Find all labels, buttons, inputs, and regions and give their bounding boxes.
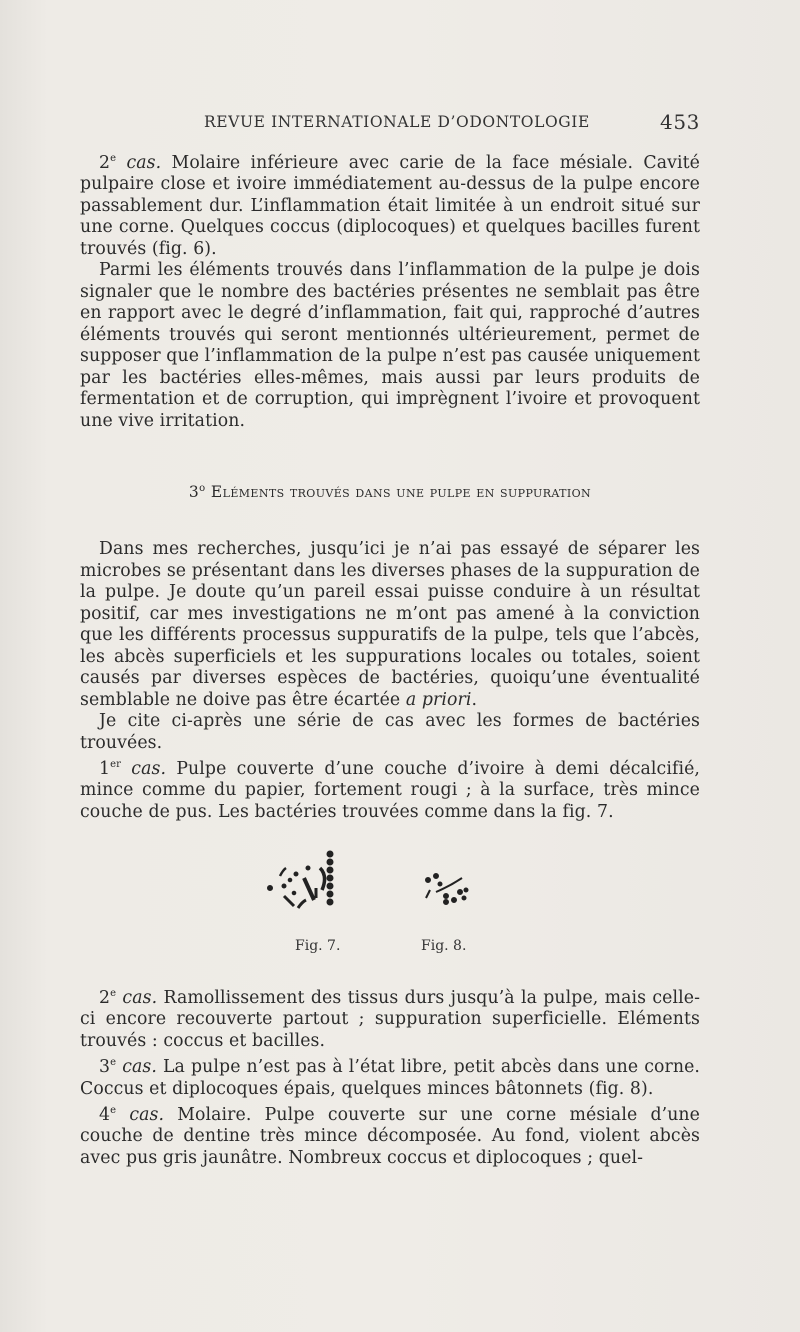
case-label: cas. — [129, 1104, 165, 1125]
coccus — [292, 891, 296, 895]
coccus — [464, 888, 468, 892]
section-title-text: Eléments trouvés dans une pulpe en suppuration — [210, 483, 592, 502]
paragraph — [80, 539, 700, 711]
paragraph — [80, 1052, 700, 1100]
paragraph — [80, 983, 700, 1052]
case-label: cas. — [126, 152, 162, 173]
coccus — [327, 867, 333, 873]
paragraph-text: Pulpe couverte d’une couche d’ivoire à demi décalcifié, mince comme du papier, fortement rougi ; à la surface, très mince couche de pus. Les bactéries trouvées comme dans la fig. 7. — [80, 758, 700, 822]
coccus — [438, 882, 442, 886]
bacillus — [304, 878, 314, 900]
paragraph: Parmi les éléments trouvés dans l’inflammation de la pulpe je dois signaler que le nombre des bactéries présentes ne semblait pas être en rapport avec le degré d’inflammation, fait qui, rapproché d’autres éléments trouvés qui seront mentionnés ultérieurement, permet de supposer que l’inflammation de la pulpe n’est pas causée uniquement par les bactéries elles-mêmes, mais aussi par leurs produits de fermentation et de corruption, qui imprègnent l’ivoire et provoquent une vive irritation. — [80, 260, 700, 431]
paragraph-text: Dans mes recherches, jusqu’ici je n’ai pas essayé de séparer les microbes se présentant dans les diverses phases de la suppuration de la pulpe. Je doute qu’un pareil essai puisse conduire à un résultat positif, car mes investigations ne m’ont pas amené à la conviction que les différents processus suppuratifs de la pulpe, tels que l’abcès, les abcès superficiels et les suppurations locales ou totales, soient causés par diverses espèces de bactéries, quoiqu’une éventualité semblable ne doive pas être écartée — [80, 539, 700, 710]
case-number: 3 — [99, 1057, 111, 1078]
paragraph — [80, 148, 700, 260]
figure-caption: Fig. 8. — [421, 938, 467, 954]
case-number: 2 — [99, 987, 111, 1008]
section-heading — [80, 483, 700, 501]
case-number-suffix: er — [110, 759, 122, 770]
coccus — [327, 851, 333, 857]
figures-area — [250, 838, 550, 958]
case-number: 1 — [99, 758, 111, 779]
bacillus — [298, 900, 306, 908]
case-label: cas. — [122, 987, 158, 1008]
coccus — [327, 883, 333, 889]
case-number: 4 — [99, 1104, 111, 1125]
coccus — [426, 878, 431, 883]
bacillus — [426, 890, 430, 898]
coccus — [288, 878, 292, 882]
coccus — [452, 898, 457, 903]
punctuation: . — [471, 689, 478, 710]
coccus — [444, 894, 449, 899]
italic-phrase: a priori — [405, 689, 472, 710]
coccus — [306, 866, 310, 870]
coccus — [327, 891, 333, 897]
bacillus — [320, 868, 325, 890]
coccus — [462, 896, 466, 900]
coccus — [282, 884, 286, 888]
case-label: cas. — [131, 758, 167, 779]
coccus — [294, 872, 298, 876]
case-number-suffix: e — [110, 1057, 117, 1069]
paragraph: Je cite ci-après une série de cas avec les formes de bactéries trouvées. — [80, 711, 700, 753]
coccus — [268, 886, 273, 891]
journal-title: REVUE INTERNATIONALE D’ODONTOLOGIE — [204, 113, 590, 131]
case-number-suffix: e — [110, 1105, 117, 1117]
section-number: 3 — [188, 483, 200, 502]
coccus — [444, 900, 449, 905]
case-label: cas. — [122, 1057, 157, 1078]
bacillus — [284, 896, 294, 906]
text-block-suppuration — [80, 539, 700, 823]
paragraph-text: La pulpe n’est pas à l’état libre, petit abcès dans une corne. Coccus et diplocoques épais, quelques minces bâtonnets (fig. 8). — [80, 1057, 700, 1099]
paragraph-text: Molaire. Pulpe couverte sur une corne mésiale d’une couche de dentine très mince décomposée. Au fond, violent abcès avec pus gris jaunâtre. Nombreux coccus et diplocoques ; quel- — [80, 1104, 700, 1168]
page-number: 453 — [660, 110, 700, 134]
section-number-suffix: o — [199, 483, 206, 494]
paragraph-text: Ramollissement des tissus durs jusqu’à la pulpe, mais celle-ci encore recouverte partout ; suppuration superficielle. Eléments trouvés : coccus et bacilles. — [80, 987, 701, 1051]
text-block-cases-2-4 — [80, 983, 700, 1169]
case-number-suffix: e — [110, 988, 117, 999]
coccus — [434, 874, 439, 879]
text-block-case-2 — [80, 148, 700, 432]
paragraph — [80, 754, 700, 823]
figure-caption: Fig. 7. — [295, 938, 341, 954]
bacillus — [280, 868, 286, 876]
coccus — [327, 875, 333, 881]
paragraph-text: Molaire inférieure avec carie de la face mésiale. Cavité pulpaire close et ivoire immédiatement au-dessus de la pulpe encore passablement dur. L’inflammation était limitée à un endroit situé sur une corne. Quelques coccus (diplocoques) et quelques bacilles furent trouvés (fig. 6). — [80, 152, 701, 259]
case-number: 2 — [99, 152, 111, 173]
coccus — [458, 890, 463, 895]
fig7-drawing — [268, 851, 334, 908]
fig8-drawing — [426, 874, 469, 905]
coccus — [327, 899, 333, 905]
bacteria-illustrations — [250, 838, 550, 938]
coccus — [327, 859, 333, 865]
paragraph — [80, 1100, 700, 1169]
case-number-suffix: e — [110, 153, 117, 164]
